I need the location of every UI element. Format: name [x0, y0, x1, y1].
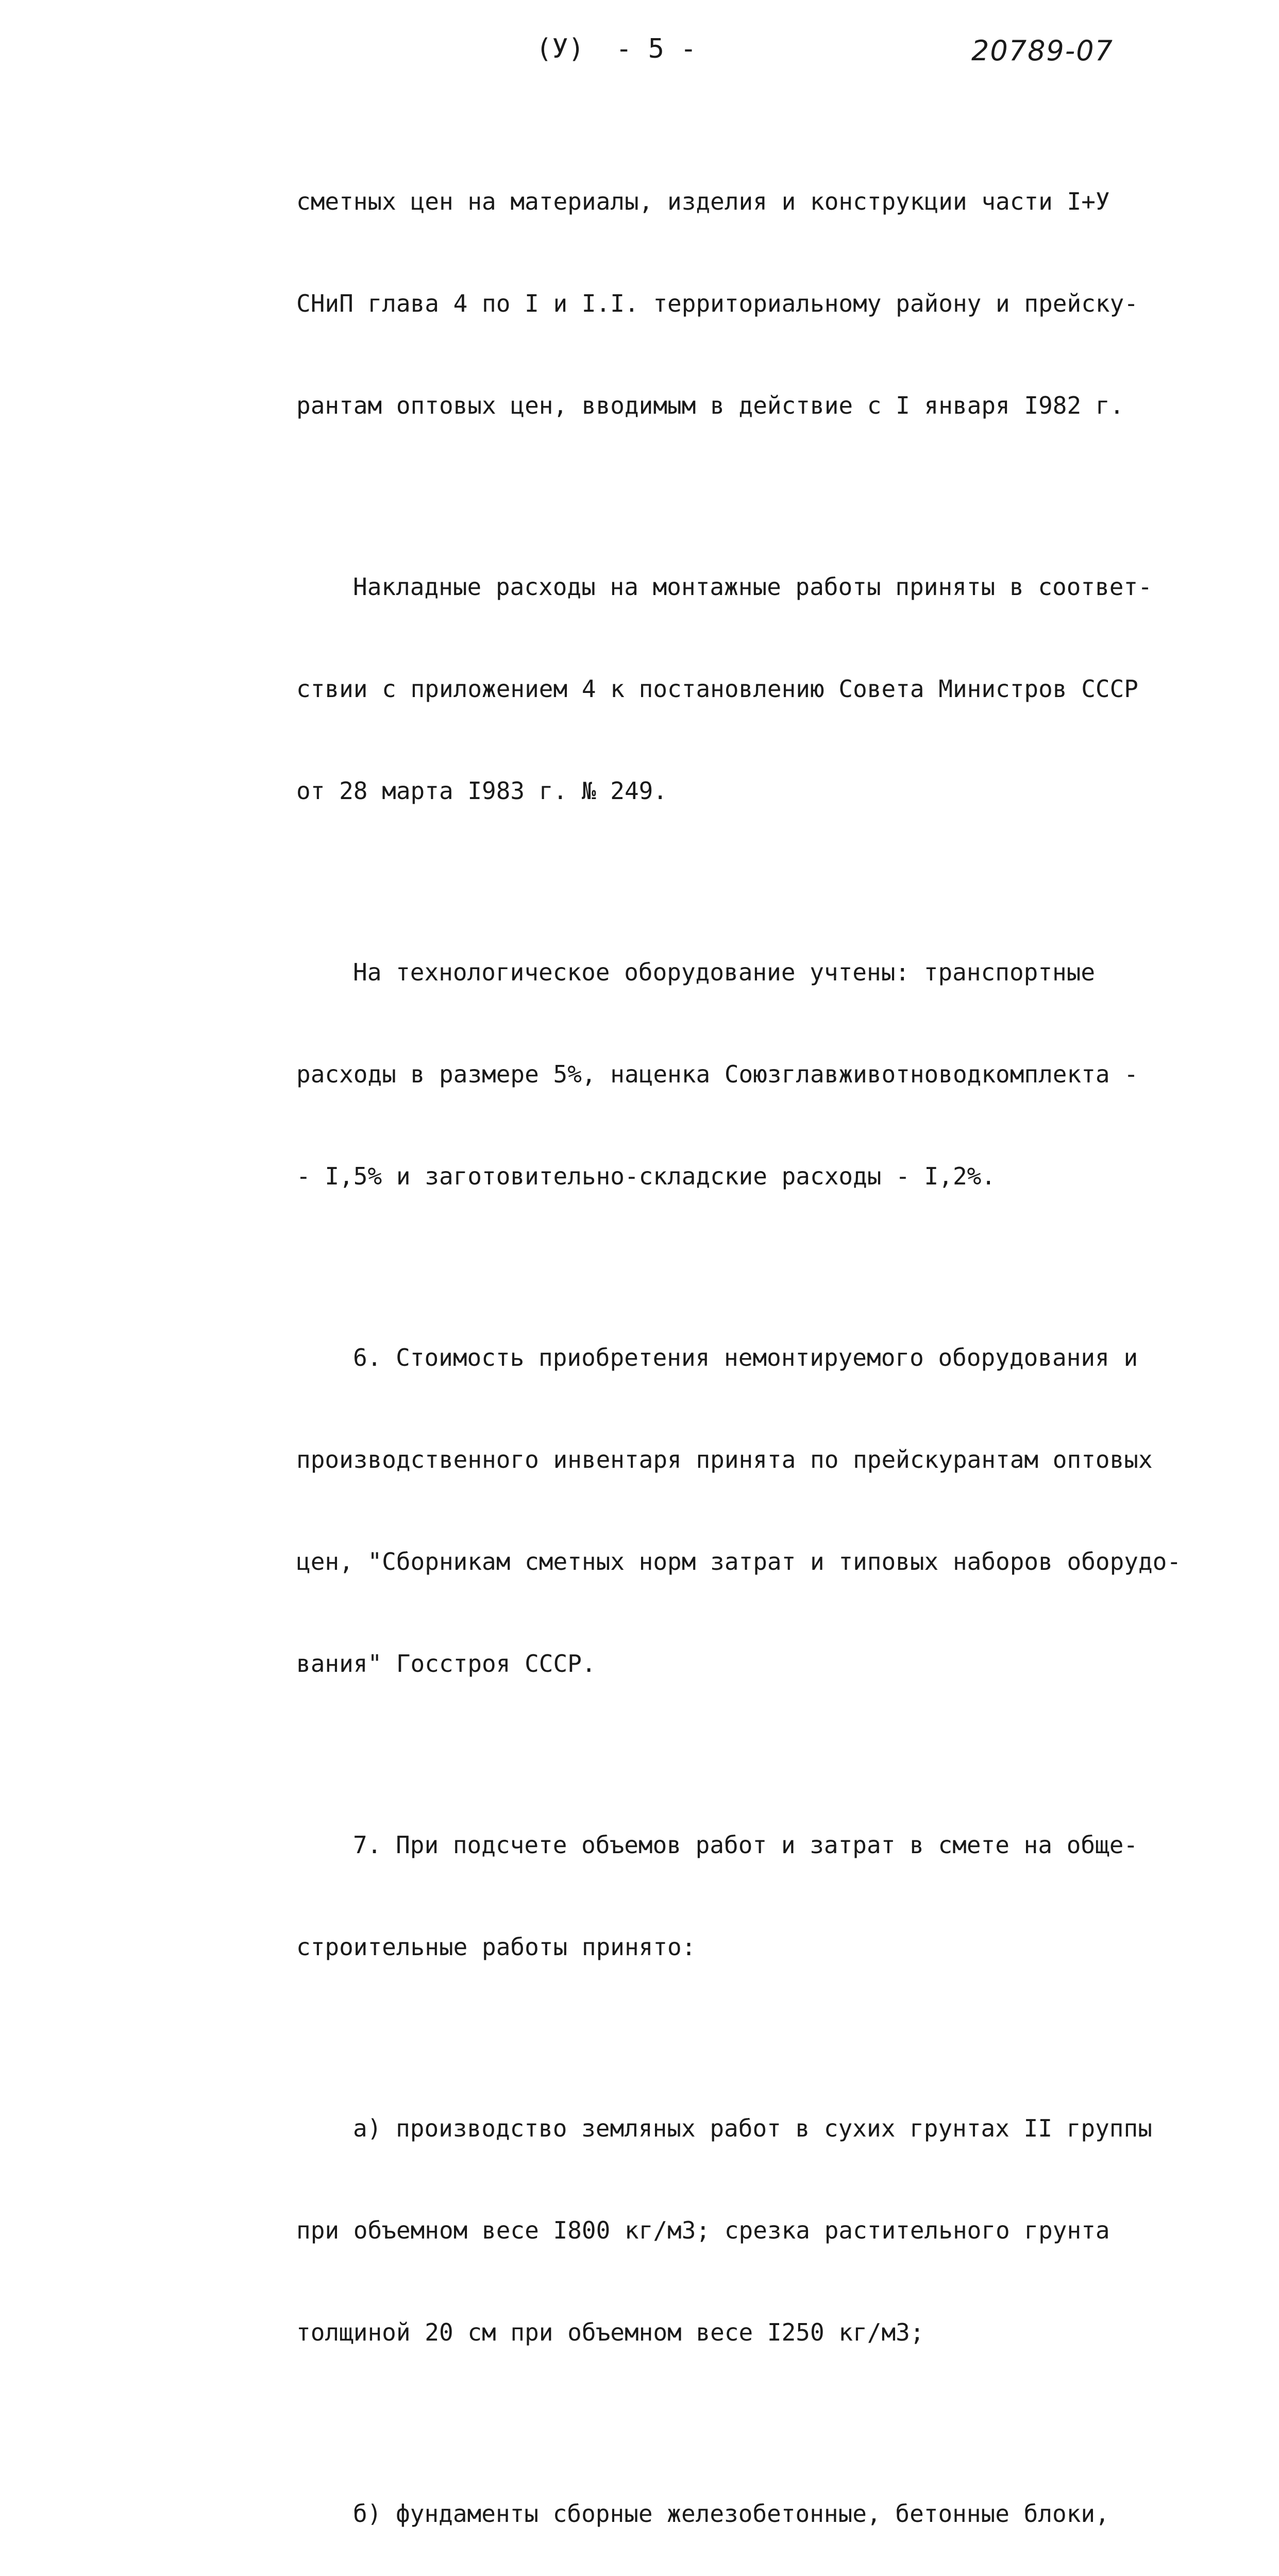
- paragraph-item-7: [296, 1760, 1188, 2032]
- text-line: 6. Стоимость приобретения немонтируемого оборудования и: [353, 1344, 1138, 1371]
- text-line: при объемном весе I800 кг/м3; срезка растительного грунта: [296, 2216, 1110, 2244]
- text-line: строительные работы принято:: [296, 1933, 696, 1961]
- document-code: 20789-07: [971, 35, 1114, 67]
- list-item-a: [296, 2043, 1188, 2417]
- text-line: от 28 марта I983 г. № 249.: [296, 777, 668, 805]
- text-line: рантам оптовых цен, вводимым в действие с I января I982 г.: [296, 392, 1124, 419]
- list-item-b: [296, 2429, 1188, 2576]
- text-line: толщиной 20 см при объемном весе I250 кг/м3;: [296, 2318, 924, 2346]
- text-line: На технологическое оборудование учтены: транспортные: [353, 958, 1096, 986]
- text-line: ствии с приложением 4 к постановлению Совета Министров СССР: [296, 675, 1138, 703]
- page-number: - 5 -: [616, 33, 697, 64]
- paragraph-item-6: [296, 1273, 1188, 1749]
- section-mark: (У): [536, 33, 584, 64]
- text-line: вания" Госстроя СССР.: [296, 1650, 596, 1677]
- text-line: а) производство земляных работ в сухих грунтах II группы: [353, 2114, 1152, 2142]
- page-header: [0, 28, 1279, 70]
- text-line: Накладные расходы на монтажные работы приняты в соответ-: [353, 573, 1152, 601]
- paragraph-overhead-costs: [296, 502, 1188, 876]
- text-line: производственного инвентаря принята по прейскурантам оптовых: [296, 1446, 1153, 1473]
- text-line: - I,5% и заготовительно-складские расходы - I,2%.: [296, 1162, 996, 1190]
- text-line: расходы в размере 5%, наценка Союзглавживотноводкомплекта -: [296, 1060, 1138, 1088]
- text-line: сметных цен на материалы, изделия и конструкции части I+У: [296, 188, 1110, 215]
- paragraph-equipment-costs: [296, 887, 1188, 1261]
- text-line: 7. При подсчете объемов работ и затрат в смете на обще-: [353, 1831, 1138, 1859]
- body-text: [296, 116, 1188, 2576]
- text-line: СНиП глава 4 по I и I.I. территориальному району и прейску-: [296, 290, 1138, 317]
- text-line: цен, "Сборникам сметных норм затрат и типовых наборов оборудо-: [296, 1548, 1182, 1575]
- paragraph-estimate-prices: [296, 116, 1188, 490]
- text-line: б) фундаменты сборные железобетонные, бетонные блоки,: [353, 2500, 1109, 2528]
